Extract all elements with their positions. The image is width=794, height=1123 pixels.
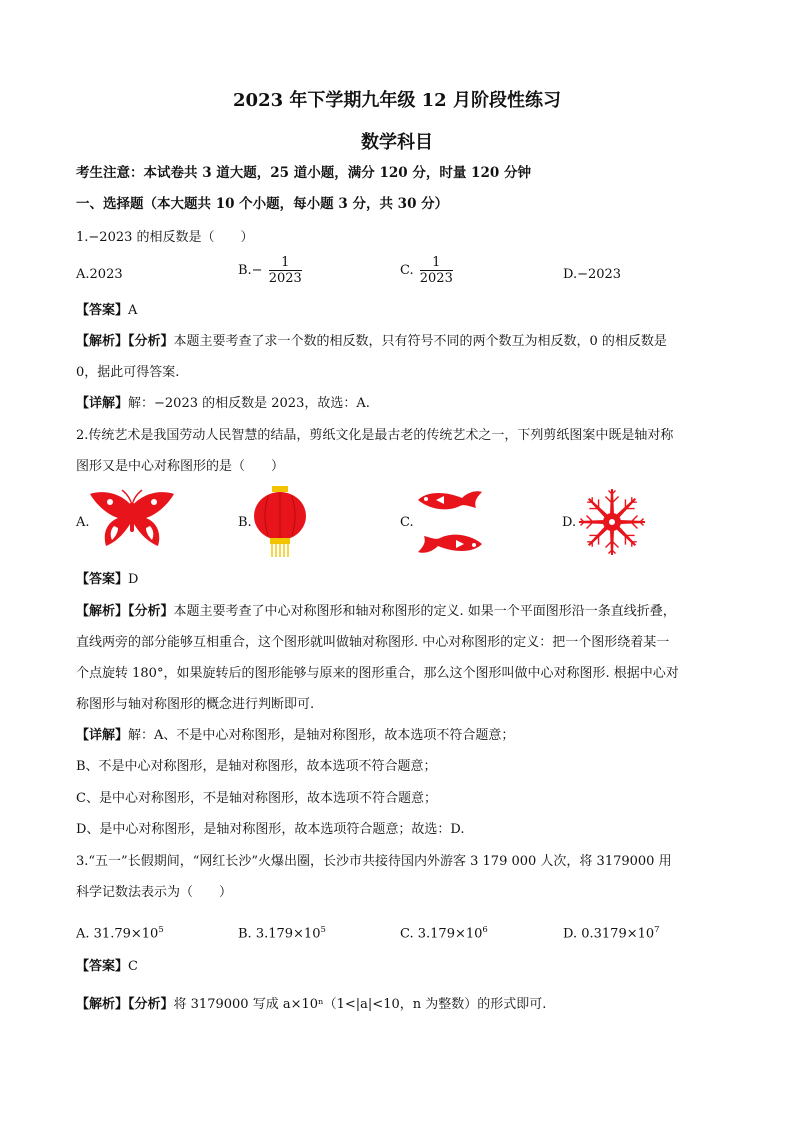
answer-value: A	[128, 303, 138, 318]
exam-notice: 考生注意：本试卷共 3 道大题，25 道小题，满分 120 分，时量 120 分钟	[76, 165, 531, 181]
option-base: D. 0.3179×10	[563, 926, 655, 942]
fraction-numerator: 1	[420, 255, 453, 271]
q2-option-b-label: B.	[238, 515, 252, 530]
option-exponent: 5	[158, 925, 164, 935]
q3-option-d	[563, 921, 660, 943]
q3-option-b	[238, 921, 326, 943]
q2-analysis-line3: 个点旋转 180°，如果旋转后的图形能够与原来的图形重合，那么这个图形叫做中心对称图形. 根据中心对	[76, 666, 679, 681]
q1-option-c-fraction	[420, 255, 453, 286]
koi-fish-papercut-image	[414, 486, 486, 558]
answer-value: D	[128, 572, 139, 587]
q2-analysis-line2: 直线两旁的部分能够互相重合，这个图形就叫做轴对称图形. 中心对称图形的定义：把一个图形绕着某一	[76, 635, 670, 650]
q2-stem-line1: 2.传统艺术是我国劳动人民智慧的结晶，剪纸文化是最古老的传统艺术之一，下列剪纸图案中既是轴对称	[76, 428, 674, 443]
analysis-text: 本题主要考查了求一个数的相反数，只有符号不同的两个数互为相反数，0 的相反数是	[173, 334, 667, 349]
fenxi-tag: 【分析】	[128, 334, 174, 349]
butterfly-papercut-image	[88, 488, 176, 554]
q3-answer	[76, 958, 138, 976]
analysis-text: 本题主要考查了中心对称图形和轴对称图形的定义. 如果一个平面图形沿一条直线折叠，	[173, 604, 676, 619]
q2-detail-line4: D、是中心对称图形，是轴对称图形，故本选项符合题意；故选：D.	[76, 822, 465, 837]
q3-stem-line1: 3.“五一”长假期间，“网红长沙”火爆出圈，长沙市共接待国内外游客 3 179 000 人次，将 3179000 用	[76, 854, 672, 869]
option-base: C. 3.179×10	[400, 926, 483, 942]
lantern-papercut-image	[252, 486, 308, 558]
q3-stem-line2: 科学记数法表示为（ ）	[76, 885, 233, 900]
fenxi-tag: 【分析】	[128, 604, 174, 619]
detail-text: 解：−2023 的相反数是 2023，故选：A.	[128, 396, 370, 411]
q1-option-b-prefix: B.−	[238, 263, 263, 278]
fraction-numerator: 1	[269, 255, 302, 271]
analysis-tag: 【解析】	[76, 997, 129, 1012]
analysis-tag: 【解析】	[76, 604, 129, 619]
q1-option-b	[238, 255, 302, 286]
page-title: 2023 年下学期九年级 12 月阶段性练习	[233, 90, 561, 111]
q1-option-c-prefix: C.	[400, 263, 414, 278]
q1-option-a: A.2023	[76, 267, 123, 282]
q2-option-c-label: C.	[400, 515, 414, 530]
option-exponent: 5	[320, 925, 326, 935]
snowflake-papercut-image	[576, 486, 648, 558]
option-base: B. 3.179×10	[238, 926, 321, 942]
q1-stem: 1.−2023 的相反数是（ ）	[76, 230, 254, 245]
answer-tag: 【答案】	[76, 303, 129, 318]
q1-option-d: D.−2023	[563, 267, 622, 282]
option-base: A. 31.79×10	[76, 926, 159, 942]
answer-tag: 【答案】	[76, 572, 129, 587]
q2-option-a-label: A.	[76, 515, 90, 530]
q2-detail-line3: C、是中心对称图形，不是轴对称图形，故本选项不符合题意；	[76, 791, 437, 806]
q3-option-c	[400, 921, 488, 943]
fenxi-tag: 【分析】	[128, 997, 174, 1012]
fraction-denominator: 2023	[419, 271, 453, 286]
q1-answer	[76, 302, 137, 320]
q3-analysis	[76, 996, 546, 1014]
q2-detail-line1	[76, 727, 514, 745]
q2-stem-line2: 图形又是中心对称图形的是（ ）	[76, 459, 285, 474]
analysis-text: 将 3179000 写成 a×10ⁿ（1<|a|<10，n 为整数）的形式即可.	[173, 997, 547, 1012]
q1-option-b-fraction	[269, 255, 302, 286]
option-exponent: 6	[482, 925, 488, 935]
page-subtitle: 数学科目	[361, 132, 433, 153]
fraction-denominator: 2023	[268, 271, 302, 286]
q2-option-d-label: D.	[562, 515, 577, 530]
analysis-tag: 【解析】	[76, 334, 129, 349]
answer-value: C	[128, 959, 138, 974]
q1-analysis-line1	[76, 333, 667, 351]
q2-answer	[76, 571, 138, 589]
q1-option-c	[400, 255, 453, 286]
q1-detail	[76, 395, 370, 413]
option-exponent: 7	[654, 925, 660, 935]
q2-analysis-line4: 称图形与轴对称图形的概念进行判断即可.	[76, 697, 315, 712]
section-heading: 一、选择题（本大题共 10 个小题，每小题 3 分，共 30 分）	[76, 196, 449, 212]
q2-analysis-line1	[76, 603, 676, 621]
q3-option-a	[76, 921, 164, 943]
detail-tag: 【详解】	[76, 396, 129, 411]
detail-tag: 【详解】	[76, 728, 129, 743]
detail-text: 解：A、不是中心对称图形，是轴对称图形，故本选项不符合题意；	[128, 728, 515, 743]
q1-analysis-line2: 0，据此可得答案.	[76, 365, 180, 380]
answer-tag: 【答案】	[76, 959, 129, 974]
q2-detail-line2: B、不是中心对称图形，是轴对称图形，故本选项不符合题意；	[76, 759, 437, 774]
